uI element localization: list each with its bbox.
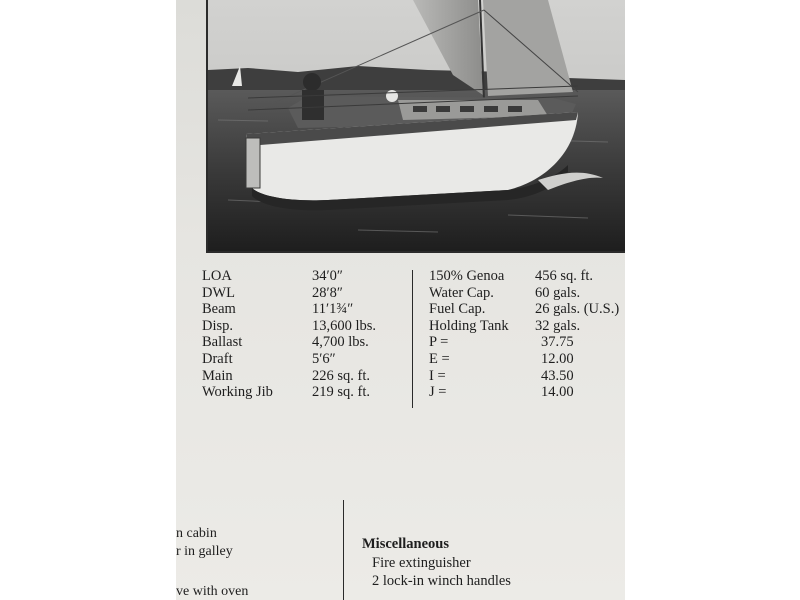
spec-value: 37.75 (541, 334, 574, 351)
cut-off-text: n cabin (176, 526, 217, 541)
column-divider (412, 270, 413, 408)
cut-off-text: ve with oven (176, 584, 249, 599)
spec-label: Holding Tank (429, 317, 509, 334)
spec-label: LOA (202, 268, 232, 284)
misc-item: Fire extinguisher (372, 555, 471, 571)
spec-value: 43.50 (541, 367, 574, 384)
spec-label: Beam (202, 301, 236, 318)
spec-value: 226 sq. ft. (312, 367, 370, 384)
section-divider (343, 500, 344, 600)
spec-label: Fuel Cap. (429, 301, 486, 318)
spec-label: Ballast (202, 334, 243, 351)
spec-value: 14.00 (541, 384, 574, 401)
spec-label: Working Jib (202, 384, 273, 401)
spec-label: E = (429, 350, 450, 367)
spec-value: 32 gals. (535, 317, 581, 334)
spec-label: DWL (202, 284, 236, 301)
spec-value: 28′8″ (312, 284, 343, 301)
spec-label: P = (429, 334, 449, 351)
spec-value: 219 sq. ft. (312, 384, 370, 401)
spec-value: 13,600 lbs. (312, 317, 377, 334)
spec-label: 150% Genoa (429, 268, 505, 284)
spec-labels-left (202, 268, 273, 401)
sailboat-image (208, 0, 625, 251)
cut-off-text: r in galley (176, 544, 233, 559)
spec-values-right (535, 268, 619, 401)
misc-item: 2 lock-in winch handles (372, 573, 511, 589)
spec-value: 34′0″ (312, 268, 343, 284)
spec-value: 5′6″ (312, 350, 336, 367)
equipment-section (176, 500, 625, 600)
spec-value: 11′1¾″ (312, 301, 354, 318)
spec-labels-right (429, 268, 509, 401)
spec-value: 456 sq. ft. (535, 268, 593, 284)
catalog-page (176, 0, 625, 600)
spec-label: J = (429, 384, 447, 401)
spec-label: Disp. (202, 317, 234, 334)
spec-value: 60 gals. (535, 284, 581, 301)
spec-label: Water Cap. (429, 284, 494, 301)
sailboat-photo (206, 0, 625, 253)
spec-label: Draft (202, 350, 233, 367)
spec-value: 4,700 lbs. (312, 334, 369, 351)
spec-value: 26 gals. (U.S.) (535, 301, 620, 318)
spec-values-left (312, 268, 376, 401)
spec-label: I = (429, 367, 446, 384)
spec-label: Main (202, 367, 233, 384)
miscellaneous-heading: Miscellaneous (362, 536, 449, 552)
spec-value: 12.00 (541, 350, 574, 367)
